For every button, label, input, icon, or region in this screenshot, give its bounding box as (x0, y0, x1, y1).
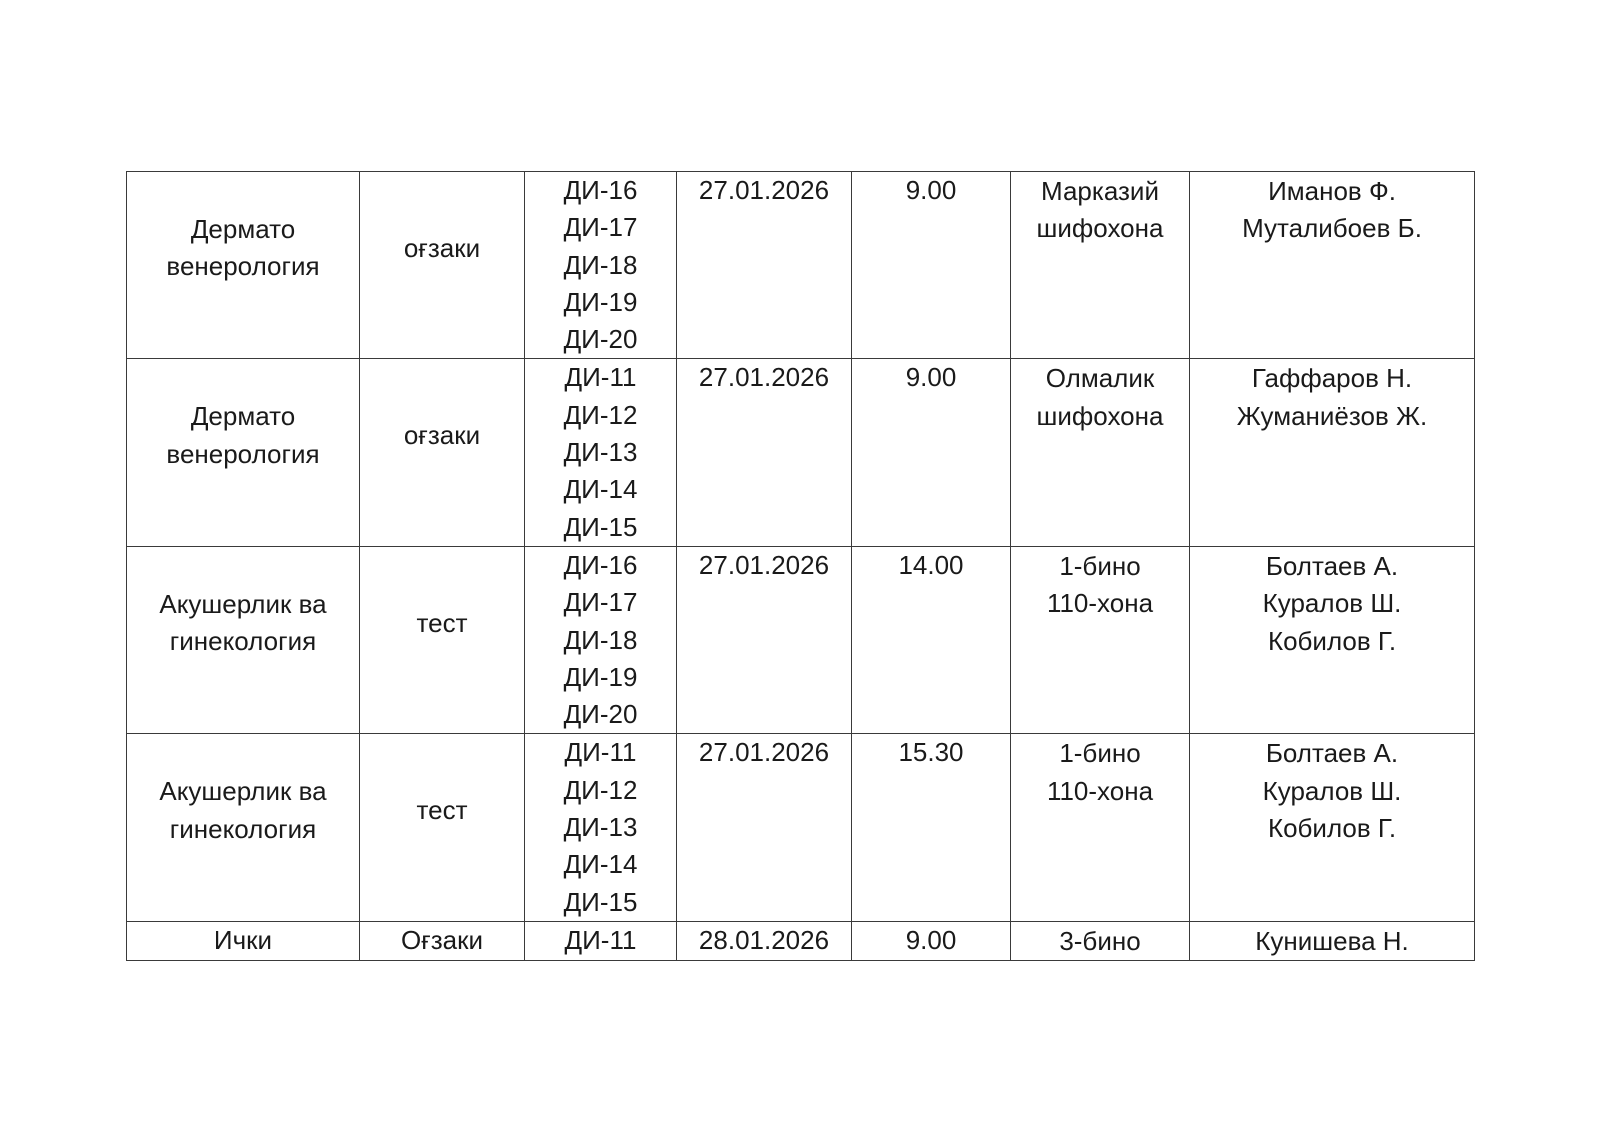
date-cell: 27.01.2026 (677, 546, 852, 733)
subject-cell (127, 172, 360, 359)
exam-type-cell (360, 921, 525, 960)
groups-cell: ДИ-11 (525, 921, 677, 960)
groups-cell: ДИ-11 ДИ-12 ДИ-13 ДИ-14 ДИ-15 (525, 734, 677, 921)
subject-cell (127, 734, 360, 921)
teachers-cell (1190, 359, 1475, 546)
time-cell: 9.00 (852, 359, 1011, 546)
exam-type-text: оғзаки (403, 232, 481, 263)
date-cell: 27.01.2026 (677, 734, 852, 921)
time-cell: 15.30 (852, 734, 1011, 921)
subject-text: Акушерлик ва гинекология (159, 776, 327, 844)
exam-type-cell (360, 734, 525, 921)
exam-type-cell (360, 546, 525, 733)
table-row (127, 172, 1475, 359)
exam-schedule-table (126, 171, 1475, 961)
exam-type-cell (360, 172, 525, 359)
teachers-text: Кунишева Н. (1255, 925, 1409, 956)
date-cell: 28.01.2026 (677, 921, 852, 960)
date-cell: 27.01.2026 (677, 359, 852, 546)
subject-cell (127, 546, 360, 733)
groups-cell: ДИ-16 ДИ-17 ДИ-18 ДИ-19 ДИ-20 (525, 546, 677, 733)
exam-type-cell (360, 359, 525, 546)
place-cell (1011, 172, 1190, 359)
table-row (127, 734, 1475, 921)
teachers-cell (1190, 921, 1475, 960)
teachers-text: Гаффаров Н. Жуманиёзов Ж. (1236, 363, 1428, 431)
place-text: 3-бино (1059, 925, 1141, 956)
teachers-text: Иманов Ф. Муталибоев Б. (1242, 176, 1422, 244)
place-text: Олмалик шифохона (1036, 363, 1164, 431)
place-cell (1011, 546, 1190, 733)
table-row (127, 359, 1475, 546)
subject-text: Дермато венерология (166, 401, 320, 469)
subject-text: Дермато венерология (166, 213, 320, 282)
subject-cell (127, 921, 360, 960)
time-cell: 9.00 (852, 172, 1011, 359)
place-text: Марказий шифохона (1036, 176, 1164, 244)
time-cell: 14.00 (852, 546, 1011, 733)
subject-text: Ички (213, 925, 273, 956)
time-cell: 9.00 (852, 921, 1011, 960)
place-text: 1-бино 110-хона (1046, 550, 1154, 619)
groups-cell: ДИ-16 ДИ-17 ДИ-18 ДИ-19 ДИ-20 (525, 172, 677, 359)
exam-type-text: тест (416, 607, 468, 638)
teachers-cell (1190, 734, 1475, 921)
place-cell (1011, 734, 1190, 921)
place-cell (1011, 359, 1190, 546)
exam-type-text: тест (416, 795, 468, 826)
exam-type-text: Оғзаки (401, 925, 483, 956)
date-cell: 27.01.2026 (677, 172, 852, 359)
teachers-cell (1190, 546, 1475, 733)
place-cell (1011, 921, 1190, 960)
teachers-cell (1190, 172, 1475, 359)
place-text: 1-бино 110-хона (1046, 738, 1154, 806)
table-row (127, 921, 1475, 960)
teachers-text: Болтаев А. Куралов Ш. Кобилов Г. (1262, 550, 1402, 656)
table-row (127, 546, 1475, 733)
groups-cell: ДИ-11 ДИ-12 ДИ-13 ДИ-14 ДИ-15 (525, 359, 677, 546)
subject-cell (127, 359, 360, 546)
exam-type-text: оғзаки (403, 420, 481, 451)
subject-text: Акушерлик ва гинекология (159, 588, 327, 657)
teachers-text: Болтаев А. Куралов Ш. Кобилов Г. (1262, 738, 1402, 844)
